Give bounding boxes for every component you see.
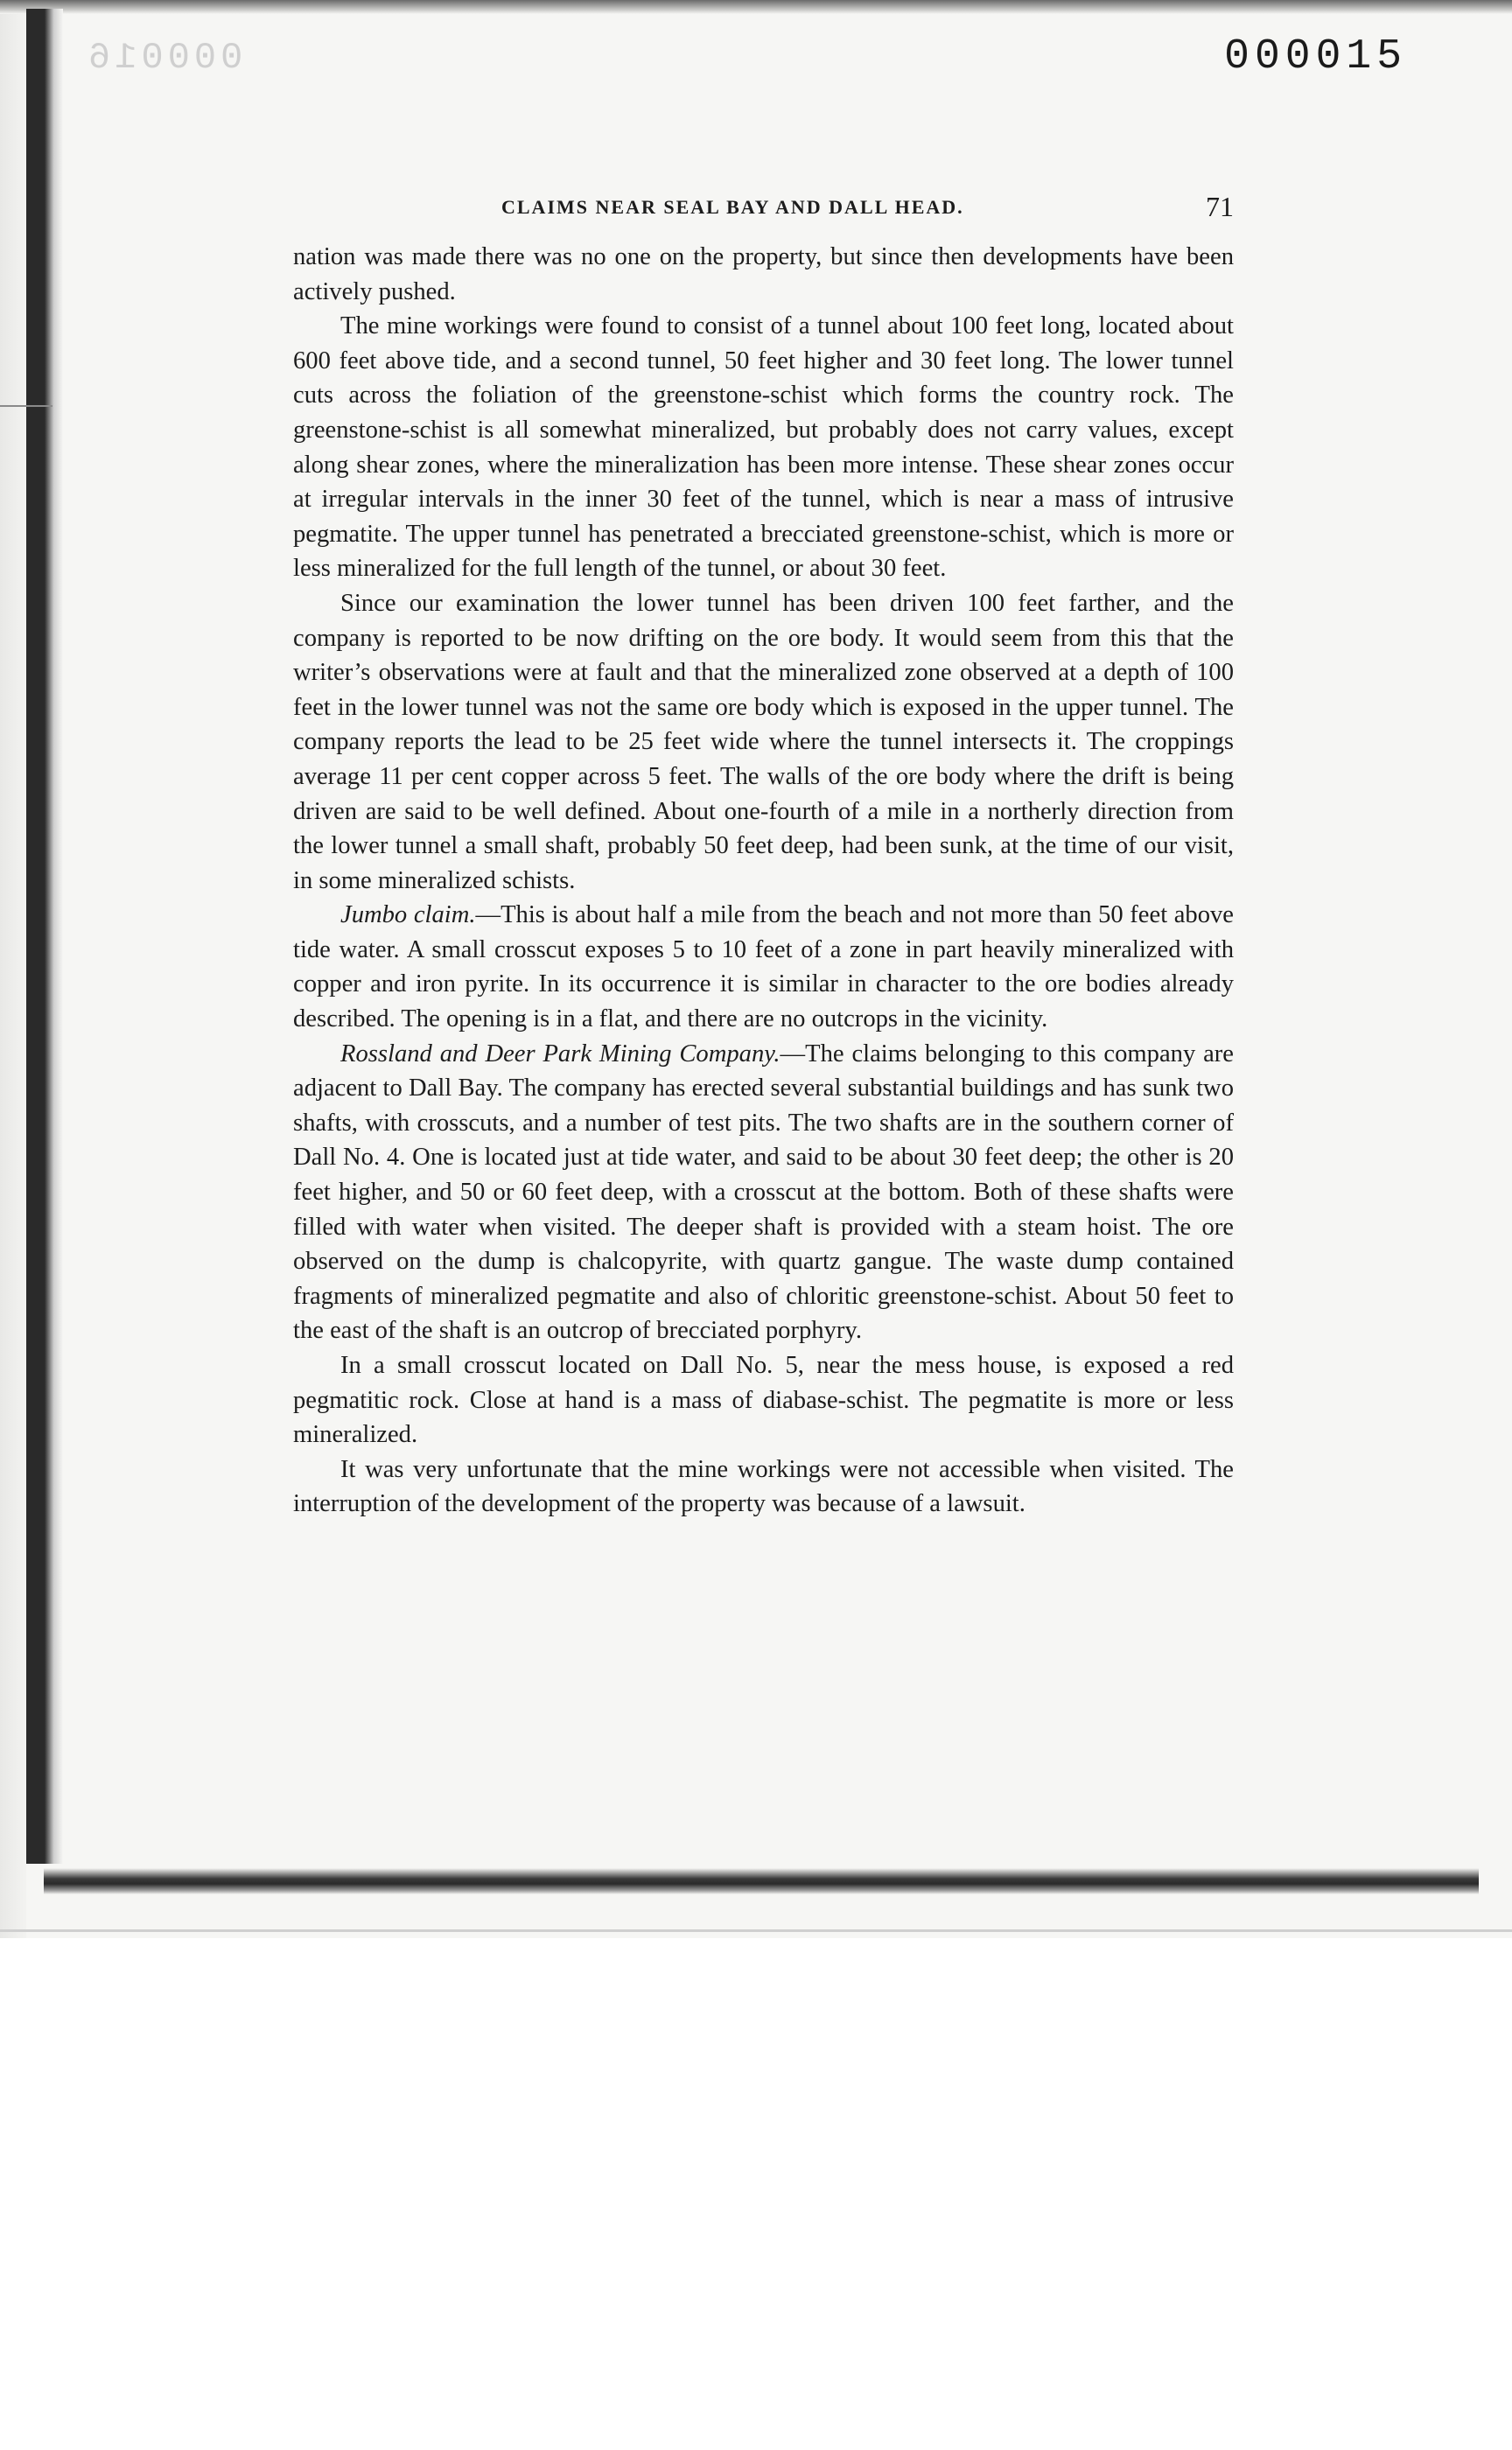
running-title: CLAIMS NEAR SEAL BAY AND DALL HEAD.: [501, 196, 964, 218]
paragraph-lead: Rossland and Deer Park Mining Company.: [340, 1040, 780, 1068]
paragraph-lead: Jumbo claim.: [340, 901, 476, 929]
margin-tick: [0, 405, 52, 407]
paragraph: [293, 586, 1234, 898]
page-bottom-rule: [0, 1929, 1512, 1932]
paragraph: [293, 309, 1234, 586]
paragraph: [293, 1037, 1234, 1348]
paragraph: [293, 898, 1234, 1036]
scan-edge-bottom: [44, 1868, 1479, 1894]
paragraph-text: In a small crosscut located on Dall No. 5, near the mess house, is exposed a red pegmatitic rock. Close at hand is a mass of diabase-schist. The pegmatite is more or less mineralized.: [293, 1352, 1234, 1449]
paragraph-text: The mine workings were found to consist of a tunnel about 100 feet long, located about 600 feet above tide, and a second tunnel, 50 feet higher and 30 feet long. The lower tunnel cuts across the foliation of the greenstone-schist which forms the country rock. The greenstone-schist is all somewhat mineralized, but probably does not carry values, except along shear zones, where the mineralization has been more intense. These shear zones occur at irregular intervals in the inner 30 feet of the tunnel, which is near a mass of intrusive pegmatite. The upper tunnel has penetrated a brecciated greenstone-schist, which is more or less mineralized for the full length of the tunnel, or about 30 feet.: [293, 312, 1234, 583]
paragraph-text: nation was made there was no one on the property, but since then developments have been actively pushed.: [293, 243, 1234, 305]
paragraph-text: —The claims belonging to this company are adjacent to Dall Bay. The company has erected several substantial buildings and has sunk two shafts, with crosscuts, and a number of test pits. The two shafts are in the southern corner of Dall No. 4. One is located just at tide water, and said to be about 30 feet deep; the other is 20 feet higher, and 50 or 60 feet deep, with a crosscut at the bottom. Both of these shafts were filled with water when visited. The deeper shaft is provided with a steam hoist. The ore observed on the dump is chalcopyrite, with quartz gangue. The waste dump contained fragments of mineralized pegmatite and also of chloritic greenstone-schist. About 50 feet to the east of the shaft is an outcrop of brecciated porphyry.: [293, 1040, 1235, 1345]
scan-edge-left: [26, 9, 63, 1864]
paragraph-text: Since our examination the lower tunnel has been driven 100 feet farther, and the company is reported to be now drifting on the ore body. It would seem from this that the writer’s observations were at fault and that the mineralized zone observed at a depth of 100 feet in the lower tunnel was not the same ore body which is exposed in the upper tunnel. The company reports the lead to be 25 feet wide where the tunnel intersects it. The croppings average 11 per cent copper across 5 feet. The walls of the ore body where the drift is being driven are said to be well defined. About one-fourth of a mile in a northerly direction from the lower tunnel a small shaft, probably 50 feet deep, had been sunk, at the time of our visit, in some mineralized schists.: [293, 589, 1234, 894]
paragraph: [293, 1452, 1234, 1522]
paragraph: [293, 240, 1234, 309]
running-head: [293, 191, 1234, 226]
paragraph-text: —This is about half a mile from the beach and not more than 50 feet above tide water. A small crosscut exposes 5 to 10 feet of a zone in part heavily mineralized with copper and iron pyrite. In its occurrence it is similar in character to the ore bodies already described. The opening is in a flat, and there are no outcrops in the vicinity.: [293, 901, 1234, 1033]
scan-margin: [0, 0, 26, 1938]
mirrored-serial-stamp: 000016: [84, 37, 243, 79]
page-number: 71: [1206, 191, 1234, 222]
paragraph: [293, 1348, 1234, 1452]
paragraph-text: It was very unfortunate that the mine workings were not accessible when visited. The interruption of the development of the property was because of a lawsuit.: [293, 1455, 1234, 1518]
serial-stamp: 000015: [1224, 33, 1407, 80]
body-text: [293, 240, 1234, 1522]
scan-edge-top: [0, 0, 1512, 14]
